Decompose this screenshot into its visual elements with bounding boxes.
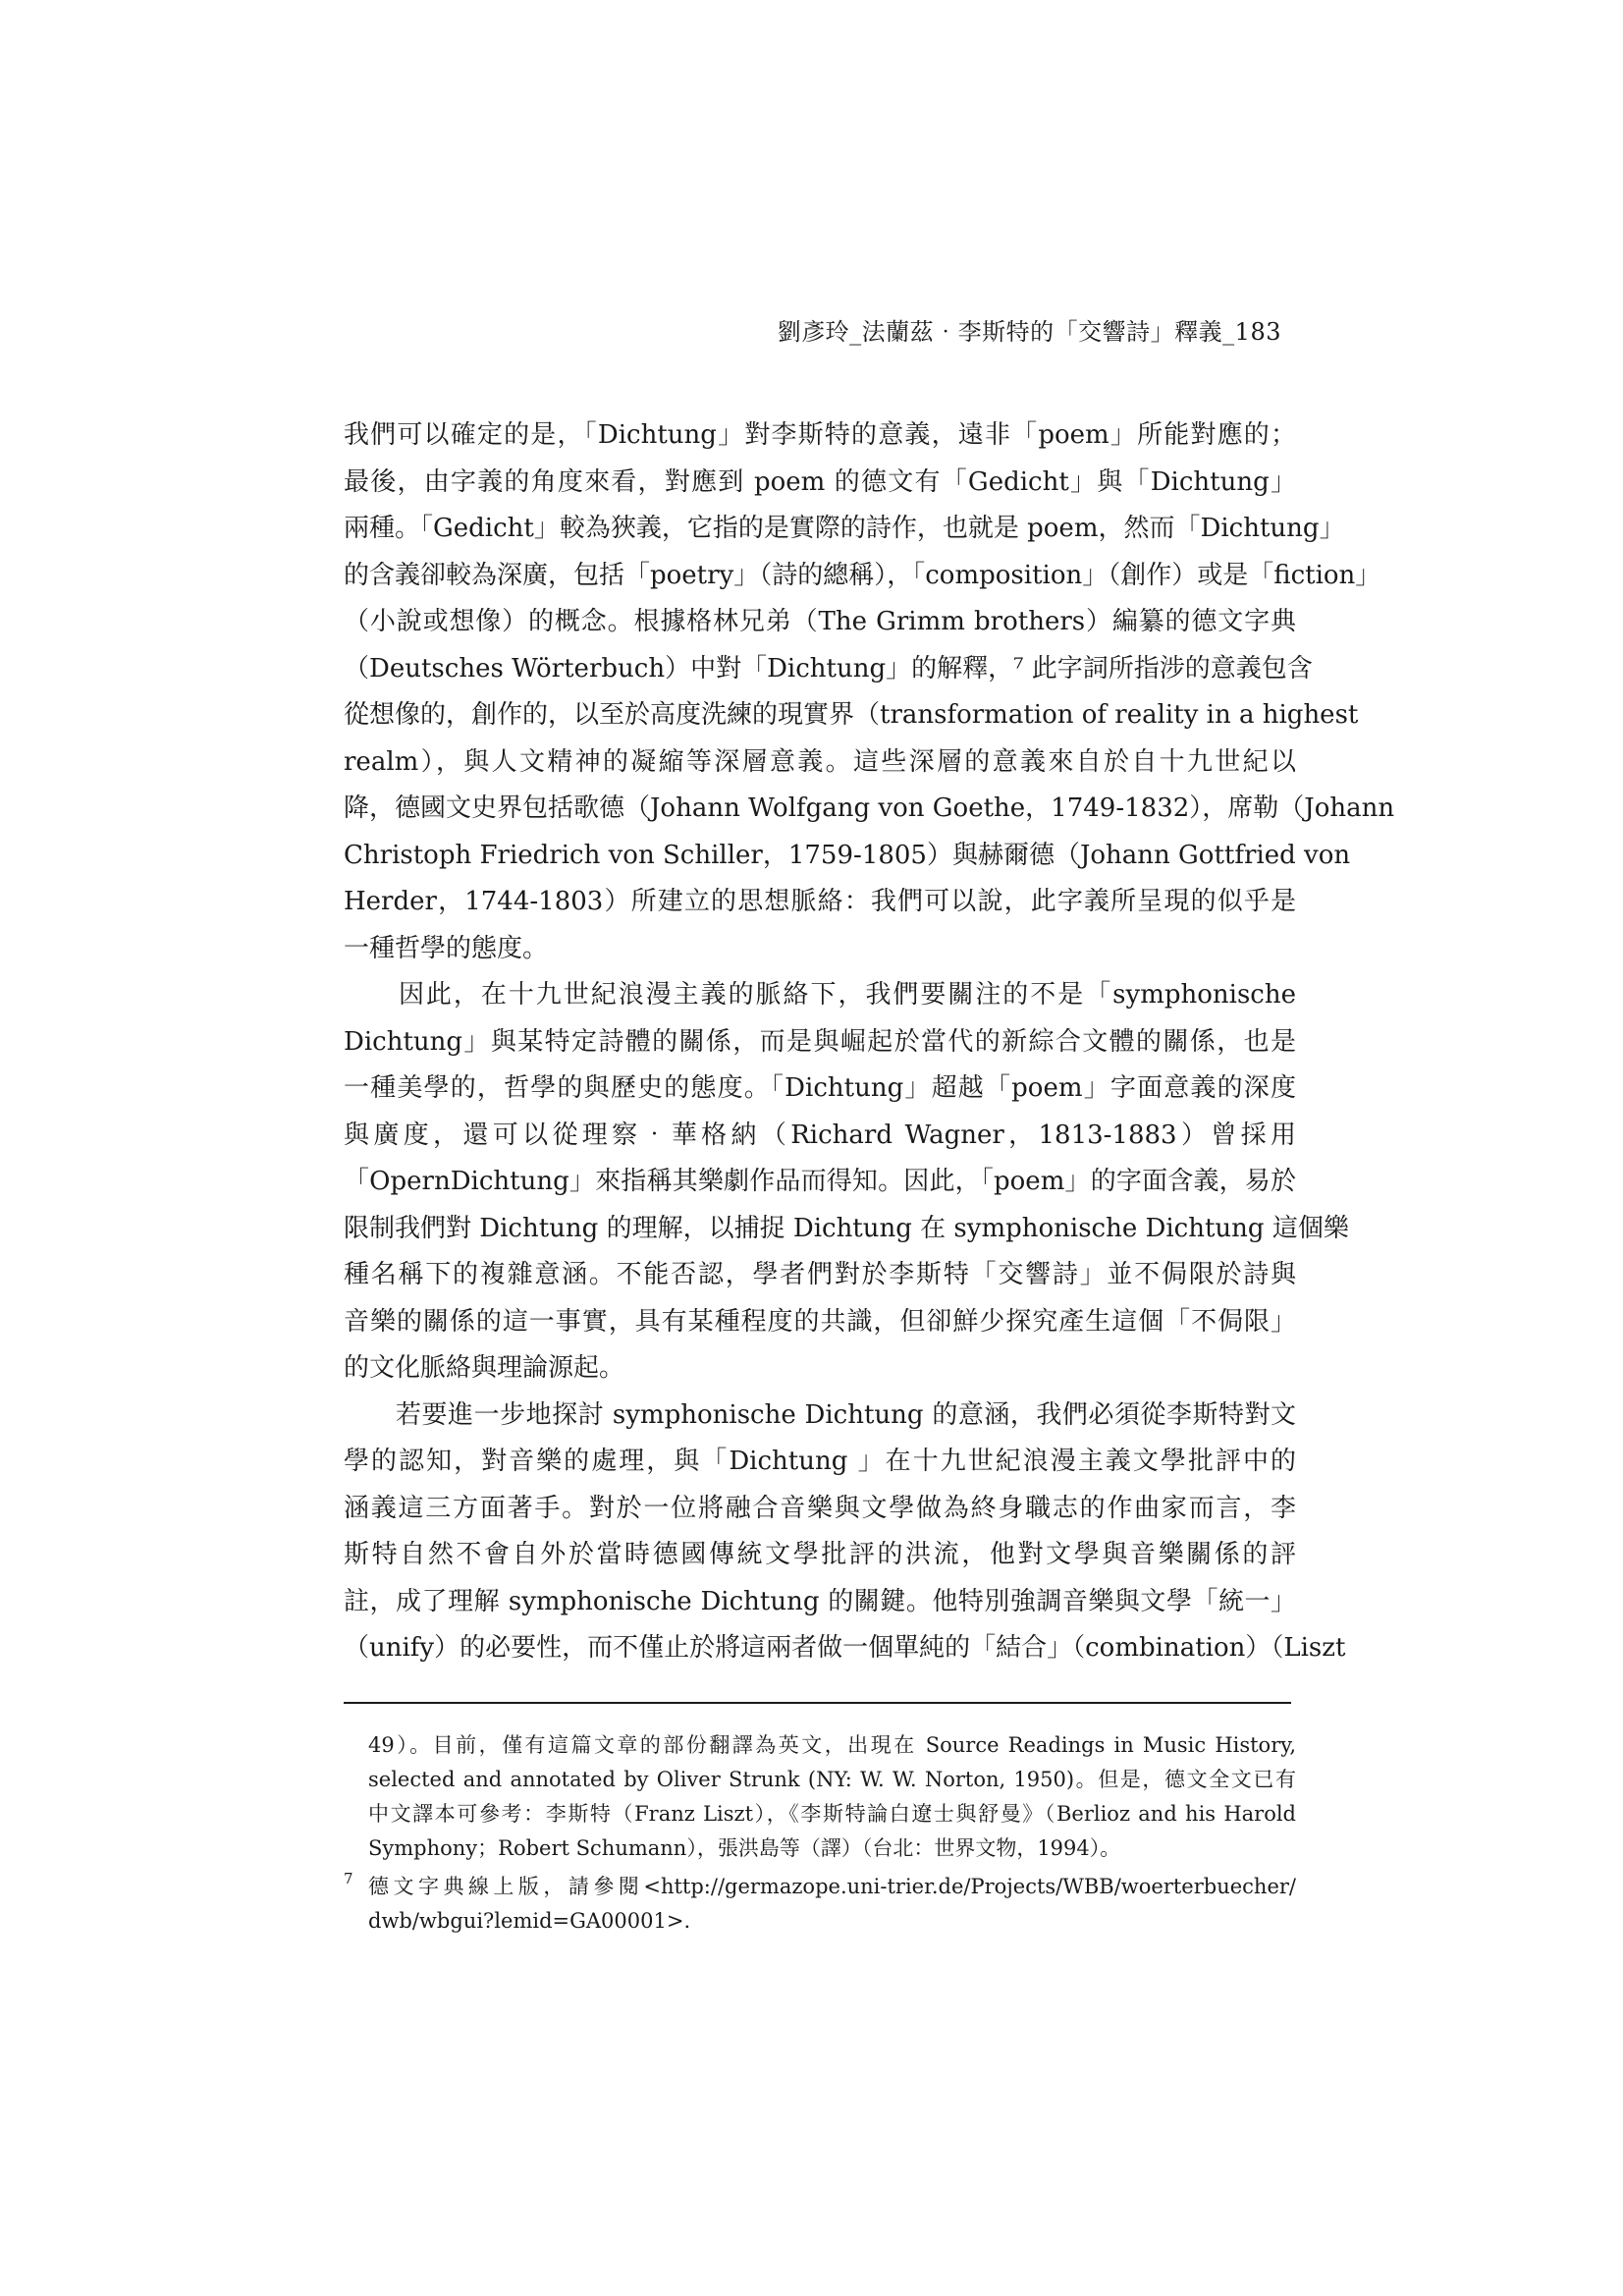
body-line: Dichtung」與某特定詩體的關係，而是與崛起於當代的新綜合文體的關係，也是	[344, 1026, 1296, 1057]
footnote-line: 德文字典線上版，請參閱<http://germazope.uni-trier.de/Projects/WBB/woerterbuecher/	[368, 1875, 1296, 1898]
body-line: 的含義卻較為深廣，包括「poetry」（詩的總稱），「composition」（創作）或是「fiction」	[344, 560, 1381, 590]
body-text	[344, 412, 1395, 1672]
body-line: （小說或想像）的概念。根據格林兄弟（The Grimm brothers）編纂的德文字典	[344, 607, 1296, 636]
body-line: Herder，1744-1803）所建立的思想脈絡：我們可以說，此字義所呈現的似乎是	[344, 887, 1296, 916]
body-line: 「OpernDichtung」來指稱其樂劇作品而得知。因此，「poem」的字面含義，易於	[344, 1167, 1296, 1196]
footnote-line: selected and annotated by Oliver Strunk (NY: W. W. Norton, 1950)。但是，德文全文已有	[368, 1768, 1296, 1791]
body-line: 我們可以確定的是，「Dichtung」對李斯特的意義，遠非「poem」所能對應的；	[344, 420, 1296, 450]
footnotes	[344, 1728, 1296, 1939]
body-line: 註，成了理解 symphonische Dichtung 的關鍵。他特別強調音樂與文學「統一」	[344, 1586, 1296, 1616]
running-header: 劉彥玲_法蘭茲‧李斯特的「交響詩」釋義_183	[777, 318, 1281, 346]
body-line: 音樂的關係的這一事實，具有某種程度的共識，但卻鮮少探究產生這個「不侷限」	[344, 1306, 1296, 1337]
body-line: realm），與人文精神的凝縮等深層意義。這些深層的意義來自於自十九世紀以	[344, 746, 1296, 777]
footnote-marker: 7	[344, 1870, 353, 1887]
footnote-7	[344, 1870, 1296, 1939]
body-line: 限制我們對 Dichtung 的理解，以捕捉 Dichtung 在 symphonische Dichtung 這個樂	[344, 1213, 1349, 1243]
body-line: 從想像的，創作的，以至於高度洗練的現實界（transformation of reality in a highest	[344, 700, 1359, 730]
body-line: 因此，在十九世紀浪漫主義的脈絡下，我們要關注的不是「symphonische	[344, 980, 1296, 1010]
footnote-line: dwb/wbgui?lemid=GA00001>.	[368, 1909, 691, 1933]
body-line: 一種哲學的態度。	[344, 933, 549, 963]
body-line: 降，德國文史界包括歌德（Johann Wolfgang von Goethe，1749-1832），席勒（Johann	[344, 793, 1395, 823]
footnote-continued	[344, 1728, 1296, 1866]
body-line: Christoph Friedrich von Schiller，1759-1805）與赫爾德（Johann Gottfried von	[344, 840, 1351, 870]
body-line: （Deutsches Wörterbuch）中對「Dichtung」的解釋，⁷ 此字詞所指涉的意義包含	[344, 653, 1313, 683]
footnote-line: Symphony；Robert Schumann），張洪島等（譯）（台北：世界文物，1994）。	[368, 1836, 1121, 1860]
body-line: 種名稱下的複雜意涵。不能否認，學者們對於李斯特「交響詩」並不侷限於詩與	[344, 1260, 1296, 1289]
body-line: 的文化脈絡與理論源起。	[344, 1353, 625, 1383]
body-line: 若要進一步地探討 symphonische Dichtung 的意涵，我們必須從李斯特對文	[344, 1399, 1296, 1430]
footnote-divider	[344, 1702, 1291, 1704]
footnote-line: 中文譯本可參考：李斯特（Franz Liszt），《李斯特論白遼士與舒曼》（Berlioz and his Harold	[368, 1802, 1296, 1826]
body-line: 斯特自然不會自外於當時德國傳統文學批評的洪流，他對文學與音樂關係的評	[344, 1540, 1296, 1569]
body-line: 兩種。「Gedicht」較為狹義，它指的是實際的詩作，也就是 poem，然而「Dichtung」	[344, 514, 1345, 543]
body-line: 最後，由字義的角度來看，對應到 poem 的德文有「Gedicht」與「Dichtung」	[344, 466, 1296, 497]
body-line: 一種美學的，哲學的與歷史的態度。「Dichtung」超越「poem」字面意義的深度	[344, 1073, 1296, 1103]
body-line: 學的認知，對音樂的處理，與「Dichtung 」在十九世紀浪漫主義文學批評中的	[344, 1447, 1296, 1476]
body-line: （unify）的必要性，而不僅止於將這兩者做一個單純的「結合」（combination）（Liszt	[344, 1633, 1346, 1663]
body-line: 涵義這三方面著手。對於一位將融合音樂與文學做為終身職志的作曲家而言，李	[344, 1493, 1296, 1523]
footnote-line: 49）。目前，僅有這篇文章的部份翻譯為英文，出現在 Source Readings in Music History,	[368, 1733, 1296, 1757]
body-line: 與廣度，還可以從理察‧華格納（Richard Wagner，1813-1883）曾採用	[344, 1120, 1296, 1150]
